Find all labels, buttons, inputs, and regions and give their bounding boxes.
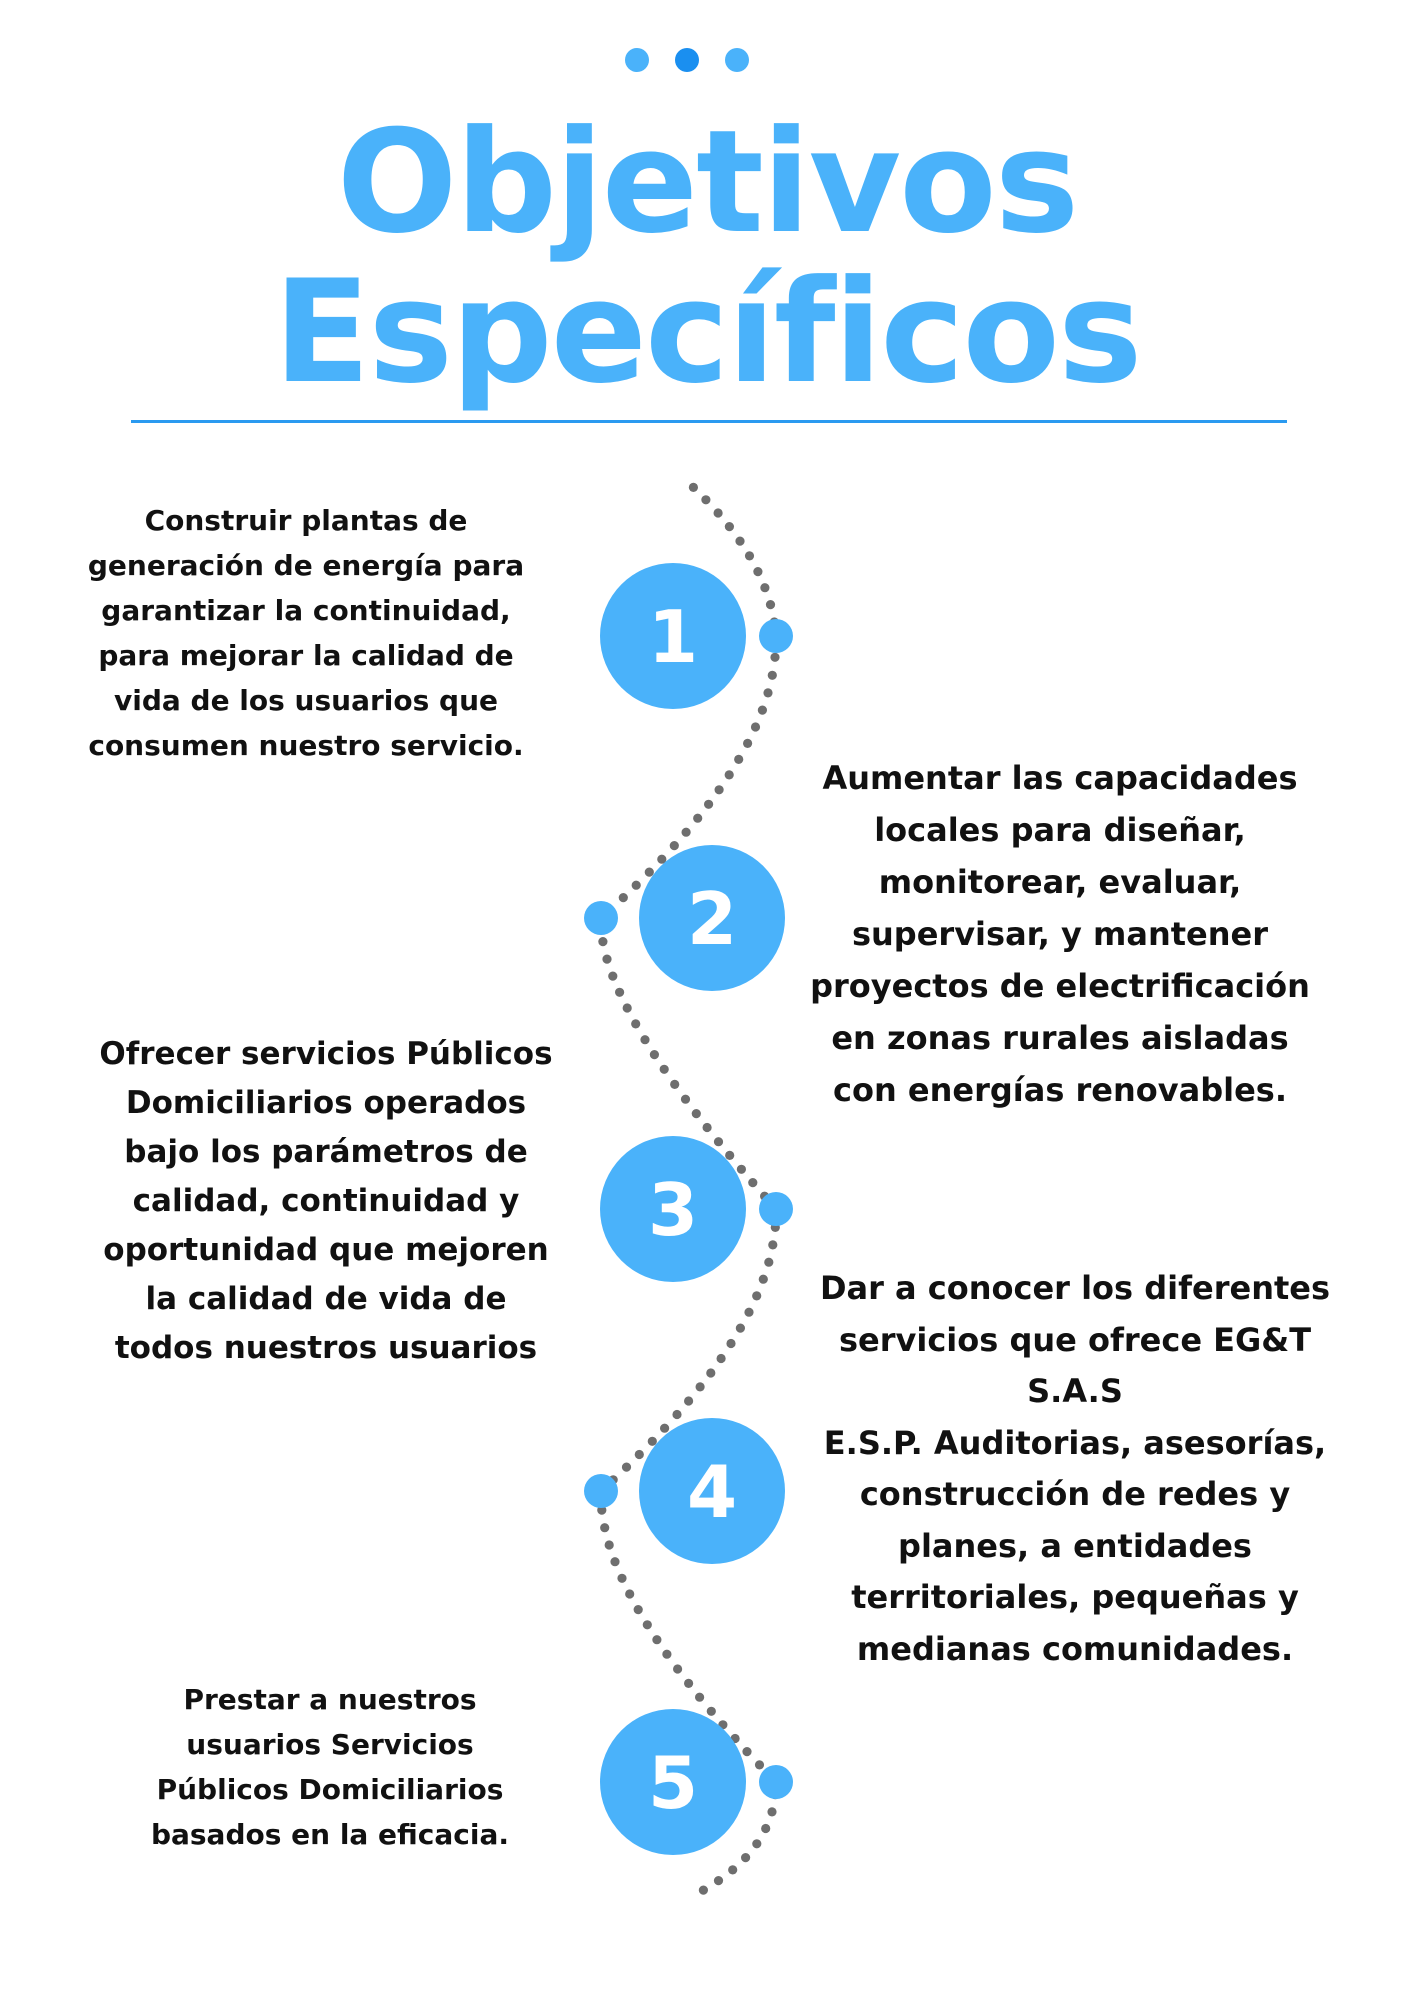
step-4-number: 4 <box>686 1450 738 1534</box>
step-5-connector-dot <box>759 1765 793 1799</box>
wave-dot <box>741 1853 750 1862</box>
wave-dot <box>623 1003 632 1012</box>
wave-dot <box>707 1707 716 1716</box>
wave-dot <box>684 1396 693 1405</box>
wave-dot <box>704 800 713 809</box>
wave-dot <box>767 1807 776 1816</box>
wave-dot <box>650 1050 659 1059</box>
wave-dot <box>760 583 769 592</box>
wave-dot <box>660 1065 669 1074</box>
wave-dot <box>758 706 767 715</box>
step-2-connector-dot <box>584 901 618 935</box>
wave-dot <box>734 755 743 764</box>
wave-dot <box>764 1258 773 1267</box>
step-3-number: 3 <box>647 1168 699 1252</box>
wave-dot <box>761 1824 770 1833</box>
wave-dot <box>743 739 752 748</box>
wave-dot <box>728 1865 737 1874</box>
wave-dot <box>695 1693 704 1702</box>
wave-dot <box>670 841 679 850</box>
step-1-connector-dot <box>759 619 793 653</box>
page-title-line-1: Objetivos <box>336 100 1078 265</box>
wave-dot <box>752 1839 761 1848</box>
wave-dot <box>602 955 611 964</box>
wave-dot <box>736 1324 745 1333</box>
wave-dot <box>670 1080 679 1089</box>
step-3-text: Ofrecer servicios Públicos Domiciliarios operados bajo los parámetros de calidad, continuidad y oportunidad que mejoren la calidad de vida de todos nuestros usuarios <box>99 1036 553 1366</box>
wave-dot <box>692 1109 701 1118</box>
wave-dot <box>748 1178 757 1187</box>
wave-dot <box>751 722 760 731</box>
wave-dot <box>699 1886 708 1895</box>
wave-dot <box>619 893 628 902</box>
step-4-connector-dot <box>584 1474 618 1508</box>
step-5-number: 5 <box>647 1741 699 1825</box>
wave-dot <box>660 1424 669 1433</box>
wave-dot <box>643 1620 652 1629</box>
wave-dot <box>770 653 779 662</box>
wave-dot <box>768 1240 777 1249</box>
wave-dot <box>617 1574 626 1583</box>
wave-dot <box>672 1410 681 1419</box>
wave-dot <box>600 1523 609 1532</box>
wave-dot <box>684 1679 693 1688</box>
wave-dot <box>648 1437 657 1446</box>
wave-dot <box>745 551 754 560</box>
page-title-line-2: Específicos <box>273 250 1141 415</box>
wave-dot <box>682 828 691 837</box>
wave-dot <box>632 881 641 890</box>
step-2-text: Aumentar las capacidades locales para diseñar, monitorear, evaluar, supervisar, y mantener proyectos de electrificación en zonas rurales aisladas con energías renovables. <box>810 759 1310 1109</box>
wave-dot <box>681 1095 690 1104</box>
wave-dot <box>766 600 775 609</box>
wave-dot <box>768 671 777 680</box>
wave-dot <box>714 1876 723 1885</box>
step-5-text: Prestar a nuestros usuarios Servicios Públicos Domiciliarios basados en la eficacia. <box>150 1683 510 1851</box>
wave-dot <box>755 1760 764 1769</box>
wave-dot <box>763 688 772 697</box>
wave-dot <box>753 567 762 576</box>
wave-dot <box>605 1540 614 1549</box>
wave-dot <box>622 1463 631 1472</box>
wave-dot <box>645 868 654 877</box>
step-2-number: 2 <box>686 877 738 961</box>
wave-dot <box>737 1165 746 1174</box>
wave-dot <box>689 483 698 492</box>
wave-dot <box>662 1650 671 1659</box>
wave-dot <box>726 1339 735 1348</box>
wave-dot <box>714 1137 723 1146</box>
wave-dot <box>652 1635 661 1644</box>
wave-dot <box>631 1019 640 1028</box>
wave-dot <box>696 1382 705 1391</box>
wave-dot <box>634 1605 643 1614</box>
step-1-text: Construir plantas de generación de energía para garantizar la continuidad, para mejorar la calidad de vida de los usuarios que consumen nuestro servicio. <box>87 504 525 762</box>
wave-dot <box>759 1275 768 1284</box>
step-1-number: 1 <box>647 595 699 679</box>
wave-dot <box>640 1035 649 1044</box>
wave-dot <box>735 537 744 546</box>
wave-dot <box>610 1557 619 1566</box>
wave-dot <box>703 1123 712 1132</box>
wave-dot <box>608 972 617 981</box>
wave-dot <box>693 814 702 823</box>
wave-dot <box>635 1450 644 1459</box>
wave-dot <box>701 495 710 504</box>
wave-dot <box>714 508 723 517</box>
wave-dot <box>615 988 624 997</box>
step-3-connector-dot <box>759 1192 793 1226</box>
wave-dot <box>598 937 607 946</box>
wave-dot <box>706 1368 715 1377</box>
step-4-text: Dar a conocer los diferentes servicios que ofrece EG&T S.A.S E.S.P. Auditorias, asesorías, construcción de redes y planes, a entidades territoriales, pequeñas y medianas comunidades. <box>819 1269 1331 1668</box>
wave-dot <box>725 770 734 779</box>
wave-dot <box>725 1151 734 1160</box>
wave-dot <box>673 1664 682 1673</box>
wave-dot <box>725 522 734 531</box>
wave-dot <box>715 785 724 794</box>
wave-dot <box>752 1291 761 1300</box>
wave-dot <box>625 1589 634 1598</box>
wave-dot <box>742 1747 751 1756</box>
wave-dot <box>744 1308 753 1317</box>
wave-dot <box>717 1354 726 1363</box>
